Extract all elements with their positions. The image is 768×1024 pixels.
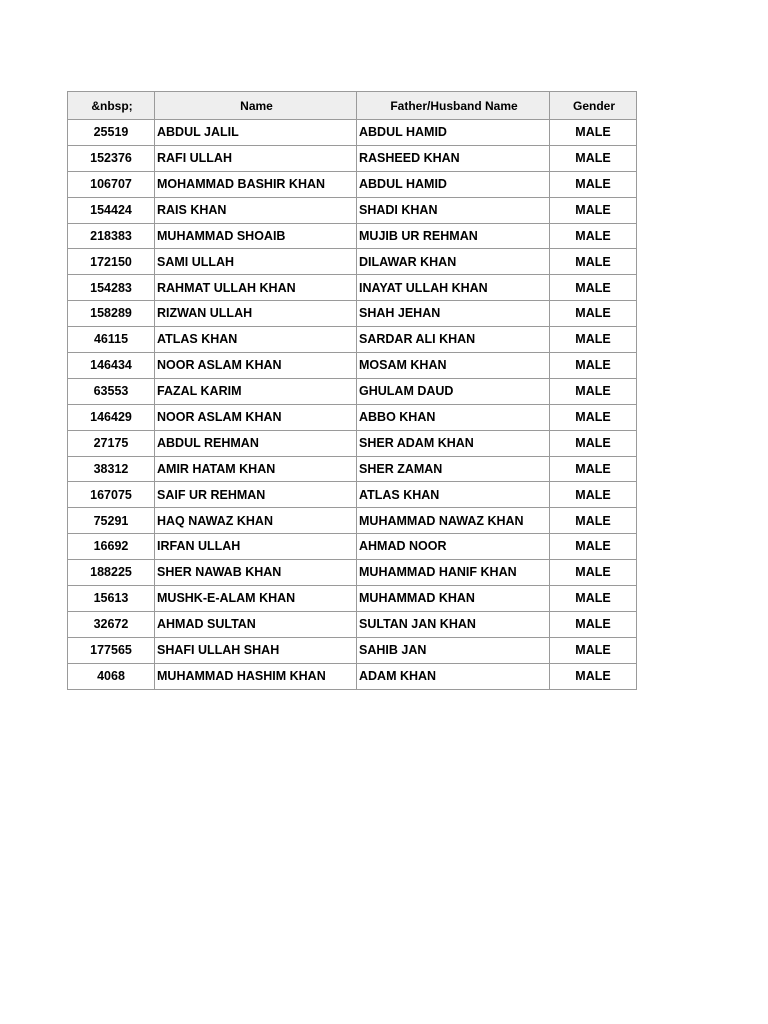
- id-cell: 146434: [68, 353, 155, 379]
- id-cell: 46115: [68, 327, 155, 353]
- column-header-father-husband-name: Father/Husband Name: [357, 92, 550, 120]
- father-husband-name-cell: SHAH JEHAN: [357, 301, 550, 327]
- name-cell: ATLAS KHAN: [155, 327, 357, 353]
- name-cell: SHAFI ULLAH SHAH: [155, 637, 357, 663]
- name-cell: ABDUL REHMAN: [155, 430, 357, 456]
- id-cell: 27175: [68, 430, 155, 456]
- gender-cell: MALE: [550, 404, 637, 430]
- gender-cell: MALE: [550, 249, 637, 275]
- id-cell: 38312: [68, 456, 155, 482]
- table-row: [68, 223, 637, 249]
- father-husband-name-cell: ADAM KHAN: [357, 663, 550, 689]
- gender-cell: MALE: [550, 663, 637, 689]
- gender-cell: MALE: [550, 456, 637, 482]
- name-cell: ABDUL JALIL: [155, 120, 357, 146]
- gender-cell: MALE: [550, 508, 637, 534]
- father-husband-name-cell: ABDUL HAMID: [357, 171, 550, 197]
- header-row: [68, 92, 637, 120]
- father-husband-name-cell: MUHAMMAD NAWAZ KHAN: [357, 508, 550, 534]
- id-cell: 158289: [68, 301, 155, 327]
- id-cell: 32672: [68, 611, 155, 637]
- gender-cell: MALE: [550, 482, 637, 508]
- name-cell: SHER NAWAB KHAN: [155, 560, 357, 586]
- gender-cell: MALE: [550, 171, 637, 197]
- gender-cell: MALE: [550, 301, 637, 327]
- table-row: [68, 197, 637, 223]
- id-cell: 154283: [68, 275, 155, 301]
- father-husband-name-cell: ATLAS KHAN: [357, 482, 550, 508]
- father-husband-name-cell: SAHIB JAN: [357, 637, 550, 663]
- id-cell: 75291: [68, 508, 155, 534]
- name-cell: MUHAMMAD SHOAIB: [155, 223, 357, 249]
- table-row: [68, 560, 637, 586]
- id-cell: 16692: [68, 534, 155, 560]
- gender-cell: MALE: [550, 560, 637, 586]
- id-cell: 4068: [68, 663, 155, 689]
- column-header-name: Name: [155, 92, 357, 120]
- table-row: [68, 145, 637, 171]
- gender-cell: MALE: [550, 223, 637, 249]
- id-cell: 177565: [68, 637, 155, 663]
- gender-cell: MALE: [550, 197, 637, 223]
- gender-cell: MALE: [550, 586, 637, 612]
- name-cell: AHMAD SULTAN: [155, 611, 357, 637]
- father-husband-name-cell: SARDAR ALI KHAN: [357, 327, 550, 353]
- id-cell: 15613: [68, 586, 155, 612]
- father-husband-name-cell: ABBO KHAN: [357, 404, 550, 430]
- name-cell: MOHAMMAD BASHIR KHAN: [155, 171, 357, 197]
- father-husband-name-cell: SHER ADAM KHAN: [357, 430, 550, 456]
- id-cell: 154424: [68, 197, 155, 223]
- father-husband-name-cell: MUHAMMAD HANIF KHAN: [357, 560, 550, 586]
- table-row: [68, 586, 637, 612]
- table-row: [68, 404, 637, 430]
- gender-cell: MALE: [550, 378, 637, 404]
- name-cell: RAIS KHAN: [155, 197, 357, 223]
- father-husband-name-cell: ABDUL HAMID: [357, 120, 550, 146]
- gender-cell: MALE: [550, 430, 637, 456]
- father-husband-name-cell: MOSAM KHAN: [357, 353, 550, 379]
- table-row: [68, 611, 637, 637]
- id-cell: 106707: [68, 171, 155, 197]
- father-husband-name-cell: GHULAM DAUD: [357, 378, 550, 404]
- table-row: [68, 508, 637, 534]
- name-cell: FAZAL KARIM: [155, 378, 357, 404]
- table-row: [68, 275, 637, 301]
- table-row: [68, 249, 637, 275]
- table-row: [68, 327, 637, 353]
- name-cell: SAMI ULLAH: [155, 249, 357, 275]
- father-husband-name-cell: DILAWAR KHAN: [357, 249, 550, 275]
- name-cell: NOOR ASLAM KHAN: [155, 353, 357, 379]
- name-cell: RAFI ULLAH: [155, 145, 357, 171]
- table-row: [68, 456, 637, 482]
- id-cell: 167075: [68, 482, 155, 508]
- father-husband-name-cell: MUJIB UR REHMAN: [357, 223, 550, 249]
- column-header-id: &nbsp;: [68, 92, 155, 120]
- table-header: [68, 92, 637, 120]
- father-husband-name-cell: AHMAD NOOR: [357, 534, 550, 560]
- table-row: [68, 534, 637, 560]
- father-husband-name-cell: INAYAT ULLAH KHAN: [357, 275, 550, 301]
- name-cell: RIZWAN ULLAH: [155, 301, 357, 327]
- id-cell: 25519: [68, 120, 155, 146]
- gender-cell: MALE: [550, 327, 637, 353]
- voter-list-sheet: [67, 91, 637, 690]
- gender-cell: MALE: [550, 120, 637, 146]
- gender-cell: MALE: [550, 534, 637, 560]
- gender-cell: MALE: [550, 637, 637, 663]
- column-header-gender: Gender: [550, 92, 637, 120]
- father-husband-name-cell: SULTAN JAN KHAN: [357, 611, 550, 637]
- id-cell: 172150: [68, 249, 155, 275]
- name-cell: HAQ NAWAZ KHAN: [155, 508, 357, 534]
- table-row: [68, 120, 637, 146]
- name-cell: MUHAMMAD HASHIM KHAN: [155, 663, 357, 689]
- name-cell: MUSHK-E-ALAM KHAN: [155, 586, 357, 612]
- gender-cell: MALE: [550, 145, 637, 171]
- voter-list-table: [67, 91, 637, 690]
- table-row: [68, 171, 637, 197]
- table-row: [68, 378, 637, 404]
- table-row: [68, 482, 637, 508]
- name-cell: RAHMAT ULLAH KHAN: [155, 275, 357, 301]
- table-row: [68, 637, 637, 663]
- id-cell: 146429: [68, 404, 155, 430]
- table-row: [68, 663, 637, 689]
- name-cell: IRFAN ULLAH: [155, 534, 357, 560]
- father-husband-name-cell: RASHEED KHAN: [357, 145, 550, 171]
- name-cell: NOOR ASLAM KHAN: [155, 404, 357, 430]
- table-row: [68, 301, 637, 327]
- gender-cell: MALE: [550, 611, 637, 637]
- table-row: [68, 353, 637, 379]
- id-cell: 63553: [68, 378, 155, 404]
- name-cell: AMIR HATAM KHAN: [155, 456, 357, 482]
- id-cell: 152376: [68, 145, 155, 171]
- father-husband-name-cell: SHER ZAMAN: [357, 456, 550, 482]
- gender-cell: MALE: [550, 353, 637, 379]
- table-row: [68, 430, 637, 456]
- father-husband-name-cell: SHADI KHAN: [357, 197, 550, 223]
- table-body: [68, 120, 637, 690]
- name-cell: SAIF UR REHMAN: [155, 482, 357, 508]
- id-cell: 188225: [68, 560, 155, 586]
- id-cell: 218383: [68, 223, 155, 249]
- father-husband-name-cell: MUHAMMAD KHAN: [357, 586, 550, 612]
- gender-cell: MALE: [550, 275, 637, 301]
